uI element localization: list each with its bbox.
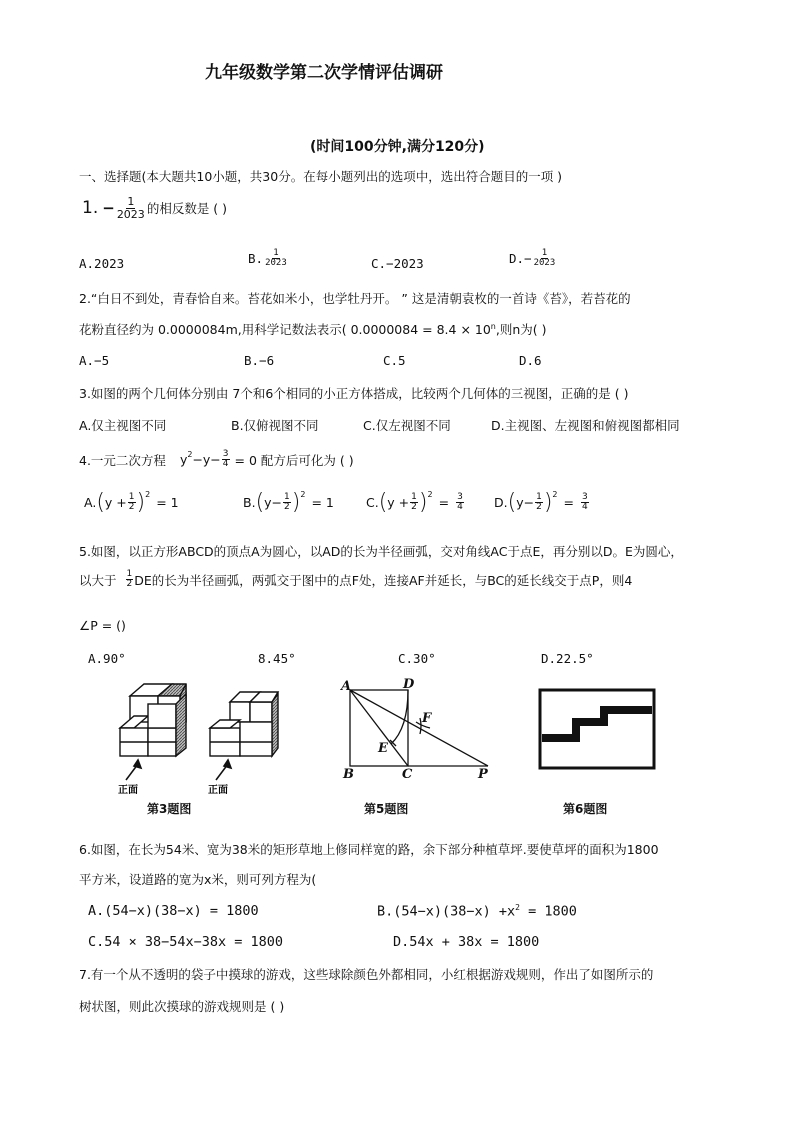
q4-c-rhs — [456, 493, 464, 513]
q4-d-num: 1 — [536, 491, 542, 502]
q4-a-sq: 2 — [145, 490, 151, 499]
q2-line1: 2.“白日不到处，青春恰自来。苔花如米小，也学牡丹开。 ” 这是清朝袁枚的一首诗《苔》，若苔花的 — [79, 291, 631, 306]
q2-line2-b: ,则n为( ) — [495, 322, 547, 337]
q4-d-rhs-den: 4 — [581, 502, 588, 512]
q4-eq-sup: 2 — [187, 450, 193, 459]
q4-option-b: B. ( y− $\frac{1}{2}$ ) $^2$ = 1 — [243, 490, 334, 515]
line-ap — [350, 690, 488, 766]
q6-option-b-end: = 1800 — [520, 903, 577, 920]
question-1 — [82, 196, 227, 220]
q1-option-a: A.2023 — [79, 256, 125, 271]
q4-b-num: 1 — [284, 491, 290, 502]
arrow-right — [216, 760, 231, 780]
q4-b-rhs: = 1 — [311, 495, 334, 510]
q4-c-num: 1 — [411, 491, 417, 502]
q2-line2 — [79, 320, 547, 338]
q1-option-d — [509, 249, 557, 269]
q4-eq-frac — [222, 450, 230, 470]
q4-a-rhs: = 1 — [156, 495, 179, 510]
q4-c-eq: = — [438, 495, 450, 510]
exam-info: (时间100分钟,满分120分) — [310, 139, 485, 155]
q1-option-c: C.−2023 — [371, 256, 424, 271]
q6-option-b — [377, 903, 577, 920]
q5-line1: 5.如图，以正方形ABCD的顶点A为圆心，以AD的长为半径画弧，交对角线AC于点E，再分别以D。E为圆心， — [79, 544, 683, 559]
page-title: 九年级数学第二次学情评估调研 — [205, 63, 443, 83]
lawn-rect — [540, 690, 654, 768]
q5-option-d: D.22.5° — [541, 651, 594, 666]
q1-option-d-frac — [533, 249, 557, 269]
q1-option-b-label: B. — [248, 251, 264, 267]
q4-c-den: 2 — [411, 502, 417, 512]
q5-line2-b: DE的长为半径画弧，两弧交于图中的点F处，连接AF并延长，与BC的延长线交于点P，则4 — [134, 572, 633, 588]
q5-option-c: C.30° — [398, 651, 436, 666]
fig3-label-1: 正面 — [118, 785, 138, 796]
q4-a-label: A. — [84, 495, 97, 510]
q5-line2-a: 以大于 — [79, 572, 117, 588]
q7-line2: 树状图，则此次摸球的游戏规则是 ( ) — [79, 999, 285, 1014]
q6-line2: 平方米，设道路的宽为x米，则可列方程为( — [79, 872, 317, 887]
q4-eq-mid: −y− — [192, 452, 221, 468]
q3-stem: 3.如图的两个几何体分别由 7个和6个相同的小正方体搭成，比较两个几何体的三视图，正确的是 ( ) — [79, 386, 629, 401]
q4-d-label: D. — [494, 495, 508, 510]
q5-line2 — [79, 570, 632, 590]
q4-b-sq: 2 — [300, 490, 306, 499]
point-b: B — [343, 767, 354, 782]
q4-eq-den: 4 — [222, 459, 229, 470]
q3-option-a: A.仅主视图不同 — [79, 418, 167, 433]
q5-option-b: 8.45° — [258, 651, 296, 666]
q6-option-b-text: B.(54−x)(38−x) +x — [377, 903, 516, 920]
q4-a-num: 1 — [128, 491, 135, 502]
q4-eq-end: = 0 配方后可化为 ( ) — [234, 452, 354, 468]
q1-fraction — [116, 196, 146, 220]
q4-eq-num: 3 — [222, 449, 229, 459]
q2-option-d: D.6 — [519, 353, 542, 368]
q4-d-eq: = — [563, 495, 574, 510]
q4-d-rhs — [581, 493, 589, 513]
q4-a-inner: y + — [104, 495, 127, 510]
arrow-left — [126, 760, 141, 780]
q4-c-inner: y + — [387, 495, 410, 510]
q4-b-den: 2 — [284, 502, 290, 512]
caption-figure-3: 第3题图 — [147, 802, 192, 816]
q1-option-d-num: 1 — [541, 248, 548, 258]
q4-d-sq: 2 — [552, 490, 558, 499]
q4-a-frac — [128, 493, 136, 513]
q1-option-d-den: 2023 — [533, 258, 556, 269]
q4-d-rhs-num: 3 — [581, 491, 588, 502]
figure-3 — [110, 680, 310, 800]
q4-a-den: 2 — [128, 502, 135, 512]
q4-c-sq: 2 — [427, 490, 433, 499]
q5-frac-den: 2 — [126, 579, 133, 590]
q7-line1: 7.有一个从不透明的袋子中摸球的游戏，这些球除颜色外都相同，小红根据游戏规则，作出了如图所示的 — [79, 967, 654, 982]
solid-right — [210, 692, 278, 756]
q3-option-c: C.仅左视图不同 — [363, 418, 451, 433]
q1-option-b-frac — [264, 249, 288, 269]
section-heading: 一、选择题(本大题共10小题，共30分。在每小题列出的选项中，选出符合题目的一项 ) — [79, 169, 563, 184]
q4-option-c: C. ( y + $\frac{1}{2}$ ) $^2$ = $\frac{3}{4}$ — [366, 490, 463, 515]
point-e: E — [378, 741, 388, 756]
q4-option-a: A. ( y + $\frac{1}{2}$ ) $^2$ = 1 — [84, 490, 179, 515]
q2-option-c: C.5 — [383, 353, 406, 368]
q1-frac-den: 2023 — [116, 207, 145, 221]
q1-text: 的相反数是 ( ) — [146, 201, 228, 217]
point-f: F — [422, 711, 432, 726]
q4-b-inner: y− — [264, 495, 283, 510]
q4-d-den: 2 — [536, 502, 542, 512]
q4-stem — [79, 450, 354, 470]
arc-f2 — [420, 718, 421, 734]
q5-line3: ∠P = () — [79, 618, 126, 633]
q1-minus: − — [102, 199, 115, 218]
caption-figure-5: 第5题图 — [364, 802, 409, 816]
q1-option-b — [248, 249, 289, 269]
point-a: A — [341, 679, 352, 694]
solid-left — [120, 684, 186, 756]
q5-frac-num: 1 — [126, 569, 133, 579]
q6-option-d: D.54x + 38x = 1800 — [393, 934, 540, 950]
q4-c-rhs-den: 4 — [457, 502, 463, 512]
q2-exponent: n — [490, 321, 496, 331]
q5-option-a: A.90° — [88, 651, 126, 666]
q1-frac-num: 1 — [127, 195, 135, 208]
q1-number: 1. — [82, 198, 99, 219]
fig3-label-2: 正面 — [208, 785, 228, 796]
q2-option-a: A.−5 — [79, 353, 110, 368]
q6-option-a: A.(54−x)(38−x) = 1800 — [88, 903, 259, 919]
q1-option-d-label: D.− — [509, 251, 532, 267]
q1-option-b-num: 1 — [273, 248, 279, 258]
q2-option-b: B.−6 — [244, 353, 275, 368]
caption-figure-6: 第6题图 — [563, 802, 608, 816]
point-d: D — [403, 677, 415, 692]
q3-option-b: B.仅俯视图不同 — [231, 418, 319, 433]
figure-6 — [538, 688, 658, 772]
q4-d-frac — [535, 493, 543, 513]
point-c: C — [402, 767, 413, 782]
q3-option-d: D.主视图、左视图和俯视图都相同 — [491, 418, 680, 433]
q4-c-rhs-num: 3 — [457, 491, 463, 502]
q4-b-frac — [283, 493, 291, 513]
q4-d-inner: y− — [516, 495, 535, 510]
q2-line2-a: 花粉直径约为 0.0000084m,用科学记数法表示( 0.0000084 = 8.4 × 10 — [79, 322, 491, 337]
q6-option-b-sup: 2 — [515, 903, 520, 912]
q4-c-label: C. — [366, 495, 379, 510]
q6-option-c: C.54 × 38−54x−38x = 1800 — [88, 934, 284, 950]
q5-frac — [126, 570, 134, 590]
q4-b-label: B. — [243, 495, 256, 510]
q4-eq-y: y — [179, 452, 188, 468]
q4-stem-text: 4.一元二次方程 — [79, 452, 166, 468]
q1-option-b-den: 2023 — [265, 258, 287, 269]
point-p: P — [478, 767, 488, 782]
q4-option-d: D. ( y− $\frac{1}{2}$ ) $^2$ = $\frac{3}{4}$ — [494, 490, 588, 515]
q6-line1: 6.如图，在长为54米、宽为38米的矩形草地上修同样宽的路，余下部分种植草坪.要使草坪的面积为1800 — [79, 842, 659, 857]
figure-5 — [338, 676, 498, 786]
q4-c-frac — [410, 493, 418, 513]
